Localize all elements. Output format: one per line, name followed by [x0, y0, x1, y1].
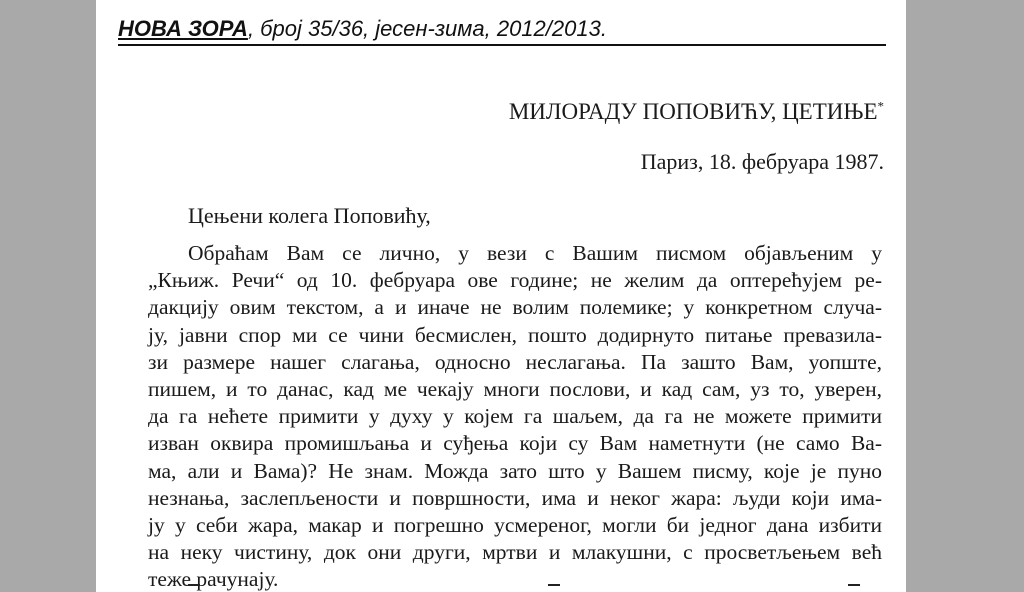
salutation: Цењени колега Поповићу, — [188, 203, 431, 228]
body-line: ју, јавни спор ми се чини бесмислен, пошто додирнуто питање превазила- — [148, 322, 882, 347]
body-line: Обраћам Вам се лично, у вези с Вашим писмом објављеним у — [188, 241, 882, 265]
letter-body — [148, 240, 882, 592]
body-line: „Књиж. Речи“ од 10. фебруара ове године; не желим да оптерећујем ре- — [148, 268, 882, 293]
body-line: да га нећете примити у духу у којем га шаљем, да га не можете примити — [148, 404, 882, 429]
document-page — [96, 0, 906, 592]
cut-off-next-line — [148, 584, 882, 592]
body-line: пишем, и то данас, кад ме чекају многи послови, и кад сам, уз то, уверен, — [148, 376, 882, 401]
body-line: зи размере нашег слагања, односно неслагања. Па зашто Вам, уопште, — [148, 349, 882, 374]
body-line: незнања, заслепљености и површности, има и неког жара: људи који има- — [148, 485, 882, 510]
left-margin-gutter — [0, 0, 96, 592]
body-line: на неку чистину, док они други, мртви и млакушни, с просветљењем већ — [148, 540, 882, 565]
issue-info: , број 35/36, јесен-зима, 2012/2013. — [247, 16, 607, 41]
running-header — [118, 14, 886, 46]
body-line: теже рачунају. — [148, 567, 279, 592]
letter-title — [509, 98, 884, 126]
body-line: дакцију овим текстом, а и иначе не волим полемике; у конкретном случа- — [148, 295, 882, 320]
dateline: Париз, 18. фебруара 1987. — [640, 149, 884, 174]
body-line: ју у себи жара, макар и погрешно усмереног, могли би једног дана избити — [148, 512, 882, 537]
body-line: ма, али и Вама)? Не знам. Можда зато што у Вашем писму, које је пуно — [148, 458, 882, 483]
journal-name: НОВА ЗОРА — [118, 16, 248, 41]
letter-title-text: МИЛОРАДУ ПОПОВИЋУ, ЦЕТИЊЕ — [508, 99, 878, 124]
body-line: изван оквира промишљања и суђења који су Вам наметнути (не само Ва- — [148, 431, 882, 456]
footnote-marker: * — [877, 98, 884, 114]
right-margin-gutter — [906, 0, 1024, 592]
